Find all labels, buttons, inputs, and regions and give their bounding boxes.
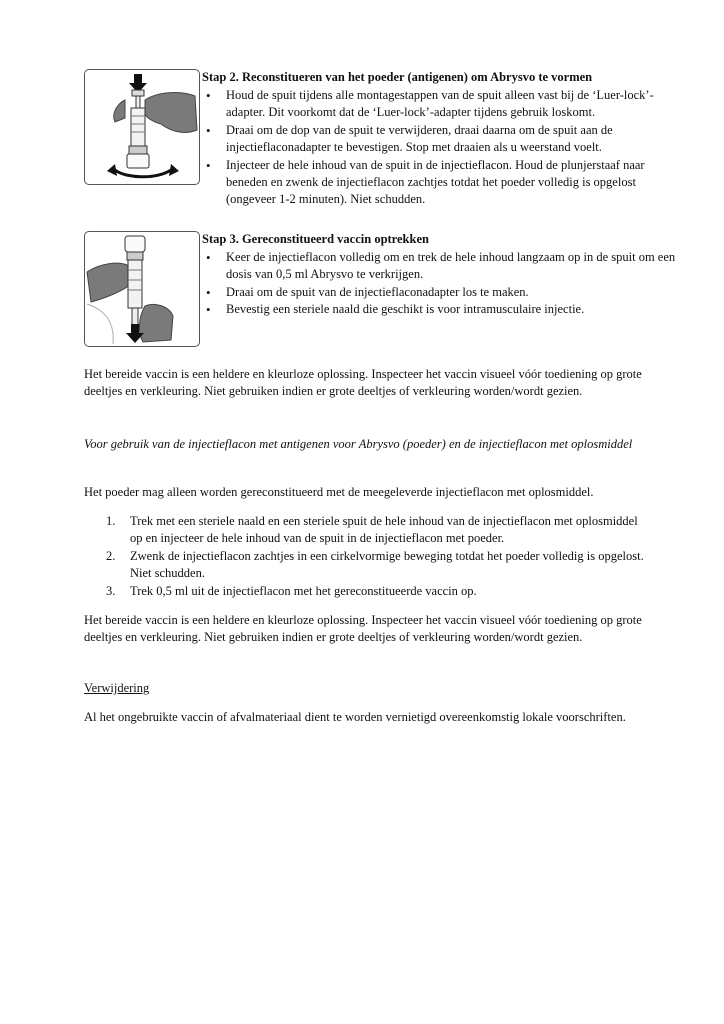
disposal-heading: Verwijdering	[84, 681, 150, 695]
step-2-title: Stap 2. Reconstitueren van het poeder (antigenen) om Abrysvo te vormen	[202, 70, 593, 84]
step-3-section	[84, 231, 684, 351]
step-2-bullets	[202, 87, 684, 209]
disposal-paragraph: Al het ongebruikte vaccin of afvalmateriaal dient te worden vernietigd overeenkomstig lokale voorschriften.	[84, 710, 626, 724]
numbered-steps	[84, 513, 644, 600]
list-item	[84, 513, 644, 548]
list-item: • Draai om de dop van de spuit te verwijderen, draai daarna om de spuit aan de injectieflaconadapter te bevestigen. Stop met draaien als u weerstand voelt.	[202, 122, 684, 157]
step-3-title: Stap 3. Gereconstitueerd vaccin optrekken	[202, 232, 429, 246]
step-2-text	[202, 69, 684, 209]
list-item	[84, 548, 644, 583]
vaccine-description-paragraph-2: Het bereide vaccin is een heldere en kleurloze oplossing. Inspecteer het vaccin visueel vóór toediening op grote deeltjes en verkleuring. Niet gebruiken indien er grote deeltjes of verkleuring worden/wordt gezien.	[84, 613, 642, 645]
step-2-section	[84, 69, 684, 219]
list-item: • Draai om de spuit van de injectieflaconadapter los te maken.	[202, 284, 684, 301]
list-item	[84, 583, 644, 600]
withdraw-vaccine-illustration-icon	[84, 231, 200, 347]
step-text: Zwenk de injectieflacon zachtjes in een cirkelvormige beweging totdat het poeder volledig is opgelost. Niet schudden.	[130, 548, 644, 581]
list-item: • Houd de spuit tijdens alle montagestappen van de spuit alleen vast bij de ‘Luer-lock’-adapter. Dit voorkomt dat de ‘Luer-lock’-adapter tijdens gebruik loskomt.	[202, 87, 684, 122]
step-text: Trek 0,5 ml uit de injectieflacon met het gereconstitueerde vaccin op.	[130, 583, 477, 598]
reconstitution-illustration-icon	[84, 69, 200, 185]
vaccine-description-paragraph: Het bereide vaccin is een heldere en kleurloze oplossing. Inspecteer het vaccin visueel vóór toediening op grote deeltjes en verkleuring. Niet gebruiken indien er grote deeltjes of verkleuring worden/wordt gezien.	[84, 367, 642, 399]
step-3-bullets	[202, 249, 684, 319]
step-number: 2.	[106, 548, 116, 563]
usage-heading: Voor gebruik van de injectieflacon met antigenen voor Abrysvo (poeder) en de injectieflacon met oplosmiddel	[84, 437, 633, 451]
list-item: • Injecteer de hele inhoud van de spuit in de injectieflacon. Houd de plunjerstaaf naar beneden en zwenk de injectieflacon zachtjes totdat het poeder volledig is opgelost (ongeveer 1-2 minuten). Niet schudden.	[202, 157, 684, 209]
list-item: • Keer de injectieflacon volledig om en trek de hele inhoud langzaam op in de spuit om een dosis van 0,5 ml Abrysvo te verkrijgen.	[202, 249, 684, 284]
step-3-text	[202, 231, 684, 319]
step-number: 3.	[106, 583, 116, 598]
step-text: Trek met een steriele naald en een steriele spuit de hele inhoud van de injectieflacon met oplosmiddel op en injecteer de hele inhoud van de spuit in de injectieflacon met poeder.	[130, 514, 638, 546]
list-item: • Bevestig een steriele naald die geschikt is voor intramusculaire injectie.	[202, 301, 684, 318]
powder-paragraph: Het poeder mag alleen worden gereconstitueerd met de meegeleverde injectieflacon met oplosmiddel.	[84, 485, 594, 499]
step-number: 1.	[106, 514, 116, 528]
